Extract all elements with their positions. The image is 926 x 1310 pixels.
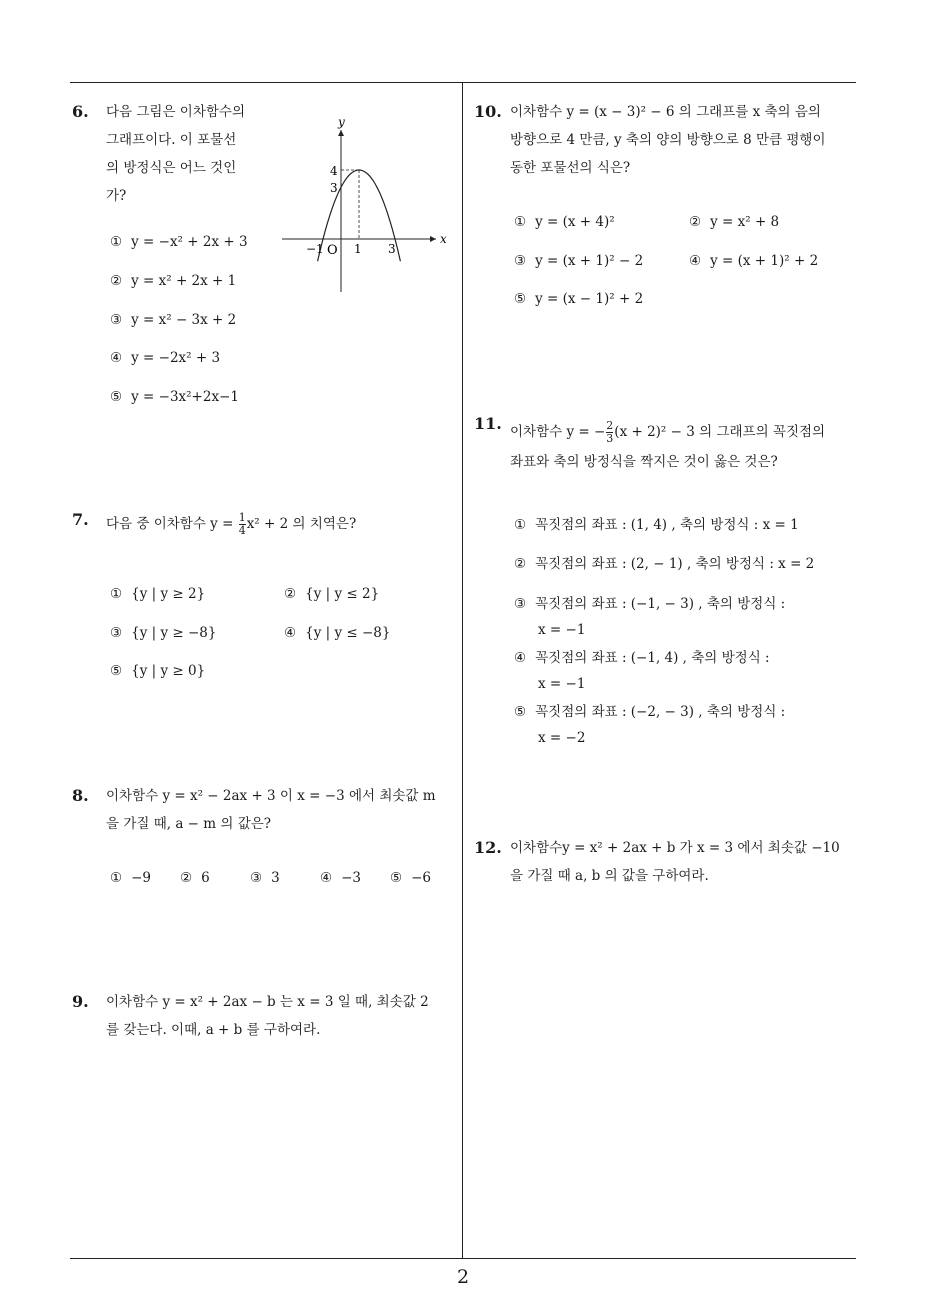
tick-label-x-neg1: −1 <box>306 242 324 256</box>
option-1[interactable]: ① y = −x² + 2x + 3 <box>110 234 248 250</box>
option-3[interactable]: ③ 꼭짓점의 좌표 : (−1, − 3) , 축의 방정식 : x = −1 <box>514 596 786 638</box>
option-1[interactable]: ① 꼭짓점의 좌표 : (1, 4) , 축의 방정식 : x = 1 <box>514 517 799 533</box>
question-11 <box>474 414 859 754</box>
option-1[interactable]: ① {y | y ≥ 2} <box>110 586 206 602</box>
option-5[interactable]: ⑤ {y | y ≥ 0} <box>110 663 206 679</box>
question-stem: 이차함수 y = x² − 2ax + 3 이 x = −3 에서 최솟값 m 을 가질 때, a − m 의 값은? <box>106 788 436 832</box>
option-1[interactable]: ① −9 <box>110 870 152 886</box>
option-4[interactable]: ④ y = −2x² + 3 <box>110 350 221 366</box>
option-2[interactable]: ② y = x² + 2x + 1 <box>110 273 237 289</box>
option-1[interactable]: ① y = (x + 4)² <box>514 214 615 230</box>
option-2[interactable]: ② 6 <box>180 870 210 886</box>
question-stem: 이차함수 y = x² + 2ax − b 는 x = 3 일 때, 최솟값 2 를 갖는다. 이때, a + b 를 구하여라. <box>106 994 429 1038</box>
tick-label-x3: 3 <box>388 242 396 256</box>
question-number: 12. <box>474 838 502 857</box>
question-stem: 이차함수y = x² + 2ax + b 가 x = 3 에서 최솟값 −10 을 가질 때 a, b 의 값을 구하여라. <box>510 840 840 884</box>
fraction: $\frac{2}{3}$ <box>606 419 614 445</box>
x-axis-label: x <box>440 232 447 246</box>
question-9 <box>72 992 452 1052</box>
option-2[interactable]: ② {y | y ≤ 2} <box>284 586 380 602</box>
option-3[interactable]: ③ y = x² − 3x + 2 <box>110 312 237 328</box>
option-3[interactable]: ③ y = (x + 1)² − 2 <box>514 253 644 269</box>
y-axis-label: y <box>338 115 345 129</box>
question-stem: 이차함수 y = − $\frac{2}{3}$ (x + 2)² − 3 의 그래프의 꼭짓점의 좌표와 축의 방정식을 짝지은 것이 옳은 것은? <box>510 419 826 470</box>
option-5[interactable]: ⑤ y = −3x²+2x−1 <box>110 389 239 405</box>
column-divider <box>462 82 463 1259</box>
question-number: 6. <box>72 102 89 121</box>
tick-label-x1: 1 <box>354 242 362 256</box>
origin-label: O <box>327 243 338 258</box>
option-2[interactable]: ② 꼭짓점의 좌표 : (2, − 1) , 축의 방정식 : x = 2 <box>514 556 815 572</box>
option-5[interactable]: ⑤ y = (x − 1)² + 2 <box>514 291 644 307</box>
question-12 <box>474 838 859 898</box>
option-4[interactable]: ④ 꼭짓점의 좌표 : (−1, 4) , 축의 방정식 : x = −1 <box>514 650 770 692</box>
option-5[interactable]: ⑤ 꼭짓점의 좌표 : (−2, − 3) , 축의 방정식 : x = −2 <box>514 704 786 746</box>
question-number: 7. <box>72 510 89 529</box>
option-3[interactable]: ③ 3 <box>250 870 280 886</box>
option-4[interactable]: ④ y = (x + 1)² + 2 <box>689 253 819 269</box>
question-stem: 이차함수 y = (x − 3)² − 6 의 그래프를 x 축의 음의 방향으로 4 만큼, y 축의 양의 방향으로 8 만큼 평행이 동한 포물선의 식은? <box>510 104 826 176</box>
option-5[interactable]: ⑤ −6 <box>390 870 432 886</box>
top-rule <box>70 82 856 83</box>
question-stem: 다음 중 이차함수 y = $\frac{1}{4}$ x² + 2 의 치역은? <box>106 511 357 537</box>
question-number: 10. <box>474 102 502 121</box>
option-2[interactable]: ② y = x² + 8 <box>689 214 780 230</box>
question-7 <box>72 510 452 690</box>
bottom-rule <box>70 1258 856 1259</box>
question-10 <box>474 102 859 312</box>
tick-label-y4: 4 <box>330 164 338 178</box>
question-number: 11. <box>474 414 502 433</box>
question-8 <box>72 786 452 896</box>
page-number: 2 <box>456 1266 470 1288</box>
option-3[interactable]: ③ {y | y ≥ −8} <box>110 625 217 641</box>
option-4[interactable]: ④ {y | y ≤ −8} <box>284 625 391 641</box>
question-stem: 다음 그림은 이차함수의 그래프이다. 이 포물선 의 방정식은 어느 것인 가? <box>106 104 245 204</box>
tick-label-y3: 3 <box>330 181 338 195</box>
question-number: 8. <box>72 786 89 805</box>
parabola-graph <box>278 110 458 300</box>
fraction: $\frac{1}{4}$ <box>238 511 246 537</box>
option-4[interactable]: ④ −3 <box>320 870 362 886</box>
question-number: 9. <box>72 992 89 1011</box>
